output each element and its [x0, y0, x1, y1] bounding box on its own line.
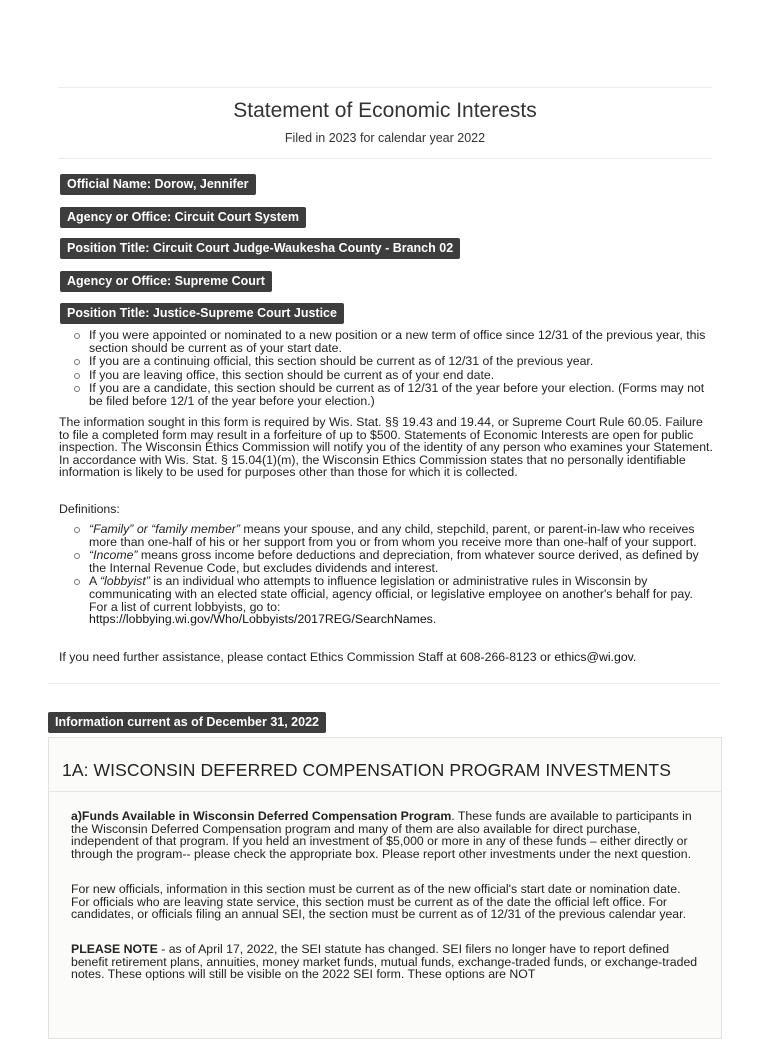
section-1a-paragraph-2: For new officials, information in this section must be current as of the new official's start date or nomination date. For officials who are leaving state service, this section must be current as of the date the official left office. For candidates, or officials filing an annual SEI, the section must be current as of 12/31 of the previous calendar year. — [71, 882, 686, 922]
assistance-text: If you need further assistance, please contact Ethics Commission Staff at 608-266-8123 or ethics@wi.gov. — [59, 650, 637, 664]
list-item: “Family” or “family member” means your spouse, and any child, stepchild, parent, or parent-in-law who receives more than one-half of his or her support from you or from whom you receive more than one-half of your support. — [72, 523, 712, 548]
instructions-divider — [48, 683, 720, 684]
agency-office-tag-2: Agency or Office: Supreme Court — [60, 271, 272, 292]
section-1a — [48, 737, 722, 1039]
bullet-icon — [74, 527, 80, 533]
section-divider — [49, 791, 721, 792]
definition-term: “Family” or “family member” — [89, 522, 240, 536]
instruction-list — [72, 329, 712, 409]
list-item: If you are a continuing official, this section should be current as of 12/31 of the previous year. — [72, 355, 712, 368]
section-1a-heading: 1A: WISCONSIN DEFERRED COMPENSATION PROGRAM INVESTMENTS — [62, 760, 671, 780]
bullet-icon — [74, 386, 80, 392]
definitions-list — [72, 523, 712, 627]
bullet-icon — [74, 333, 80, 339]
position-title-tag-2: Position Title: Justice-Supreme Court Justice — [60, 303, 344, 324]
list-item: If you were appointed or nominated to a new position or a new term of office since 12/31 of the previous year, this section should be current as of your start date. — [72, 329, 712, 354]
definition-term: “lobbyist” — [99, 574, 150, 589]
list-item: A “lobbyist” is an individual who attempts to influence legislation or administrative rules in Wisconsin by communicating with an elected state official, agency official, or legislative employee on another's behalf for pay. For a list of current lobbyists, go to: https://lobbying.wi.gov/Who/Lobbyists/2017REG/SearchNames. — [72, 575, 712, 625]
header-divider — [58, 158, 712, 159]
bullet-icon — [74, 359, 80, 365]
section-1a-paragraph-3: PLEASE NOTE - as of April 17, 2022, the SEI statute has changed. SEI filers no longer have to report defined benefit retirement plans, annuities, money market funds, mutual funds, exchange-traded funds, or exchange-traded notes. These options will still be visible on the 2022 SEI form. These options are NOT — [71, 942, 698, 982]
ethics-email-link[interactable]: ethics@wi.gov — [554, 650, 633, 664]
definitions-label: Definitions: — [59, 502, 120, 516]
list-item: If you are a candidate, this section should be current as of 12/31 of the year before your election. (Forms may not be filed before 12/1 of the year before your election.) — [72, 382, 712, 407]
bullet-icon — [74, 553, 80, 559]
page-title: Statement of Economic Interests — [233, 99, 537, 122]
info-paragraph: The information sought in this form is required by Wis. Stat. §§ 19.43 and 19.44, or Supreme Court Rule 60.05. Failure to file a completed form may result in a forfeiture of up to $500. Statements of Economic Interests are open for public inspection. The Wisconsin Ethics Commission will notify you of the identity of any person who examines your Statement. In accordance with Wis. Stat. § 15.04(1)(m), the Wisconsin Ethics Commission states that no personally identifiable information is likely to be used for purposes other than those for which it is collected. — [59, 415, 713, 480]
info-current-tag: Information current as of December 31, 2022 — [48, 712, 326, 733]
list-item: “Income” means gross income before deductions and depreciation, from whatever source derived, as defined by the Internal Revenue Code, but excludes dividends and interest. — [72, 549, 712, 574]
section-1a-paragraph-1: a)Funds Available in Wisconsin Deferred Compensation Program. These funds are available to participants in the Wisconsin Deferred Compensation program and many of them are also available for direct purchase, independent of that program. If you held an investment of $5,000 or more in any of these funds – either directly or through the program-- please check the appropriate box. Please report other investments under the next question. — [71, 809, 692, 861]
page-subtitle: Filed in 2023 for calendar year 2022 — [284, 131, 486, 145]
bullet-icon — [74, 373, 80, 379]
official-name-tag: Official Name: Dorow, Jennifer — [60, 174, 256, 195]
bullet-icon — [74, 579, 80, 585]
definition-term: “Income” — [89, 548, 138, 563]
agency-office-tag-1: Agency or Office: Circuit Court System — [60, 207, 306, 228]
list-item: If you are leaving office, this section should be current as of your end date. — [72, 369, 712, 382]
lobbyist-link[interactable]: https://lobbying.wi.gov/Who/Lobbyists/2017REG/SearchNames — [89, 612, 433, 627]
top-divider — [58, 87, 712, 88]
position-title-tag-1: Position Title: Circuit Court Judge-Waukesha County - Branch 02 — [60, 238, 460, 259]
